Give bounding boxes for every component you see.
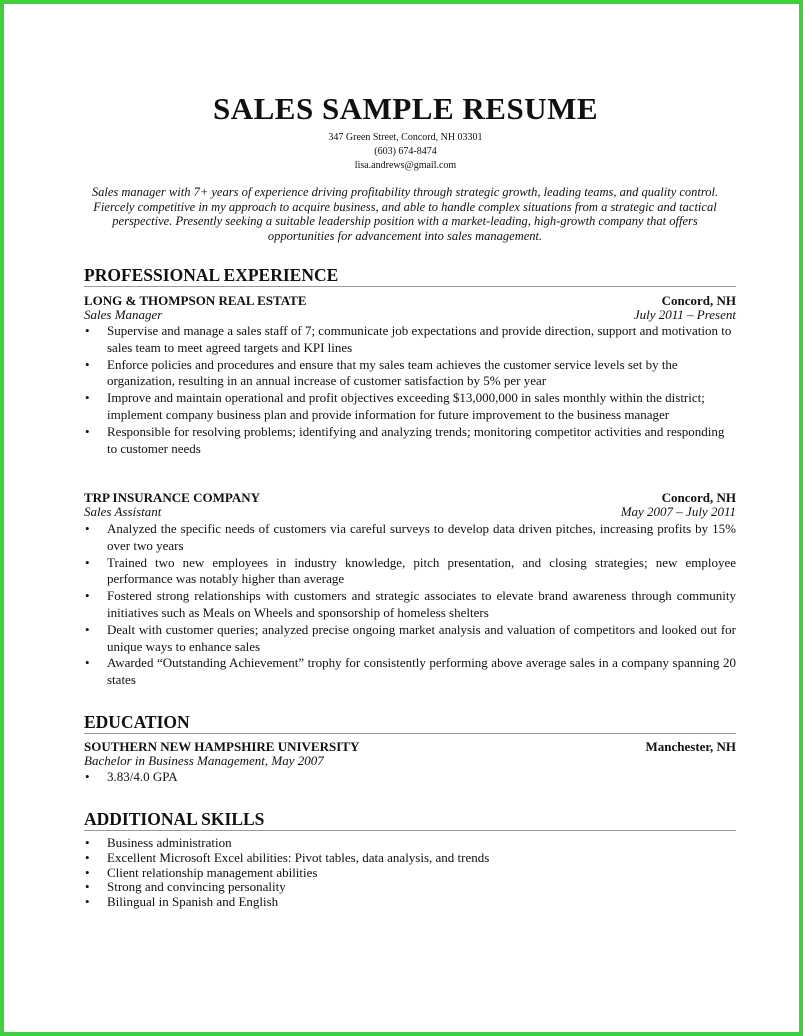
job-dates: May 2007 – July 2011 <box>620 504 736 519</box>
list-item: • Business administration <box>84 836 736 851</box>
education-bullets <box>84 769 736 786</box>
list-item: • Excellent Microsoft Excel abilities: Pivot tables, data analysis, and trends <box>84 851 736 866</box>
list-item: • Awarded “Outstanding Achievement” trophy for consistently performing above average sales in a company spanning 20 states <box>84 655 736 689</box>
list-item: • Enforce policies and procedures and ensure that my sales team achieves the customer service levels set by the organization, resulting in an annual increase of customer satisfaction by 5% per year <box>84 357 736 391</box>
job-1-role <box>84 307 736 322</box>
list-item: • Supervise and manage a sales staff of 7; communicate job expectations and provide direction, support and motivation to sales team to meet agreed targets and KPI lines <box>84 323 736 357</box>
job-1-bullets <box>84 323 736 457</box>
list-item: • Responsible for resolving problems; identifying and analyzing trends; monitoring competitor activities and responding to customer needs <box>84 424 736 458</box>
education-header <box>84 739 736 754</box>
resume-title: SALES SAMPLE RESUME <box>212 91 599 126</box>
list-item: • Dealt with customer queries; analyzed precise ongoing market analysis and valuation of competitors and looked out for unique ways to enhance sales <box>84 622 736 656</box>
school-name: SOUTHERN NEW HAMPSHIRE UNIVERSITY <box>84 739 360 754</box>
list-item: • Fostered strong relationships with customers and strategic associates to elevate brand awareness through community initiatives such as Meals on Wheels and sponsorship of homeless shelters <box>84 588 736 622</box>
section-title-experience: PROFESSIONAL EXPERIENCE <box>84 266 736 287</box>
email: lisa.andrews@gmail.com <box>354 160 457 171</box>
job-title: Sales Assistant <box>84 504 162 519</box>
summary: Sales manager with 7+ years of experience driving profitability through strategic growth, leading teams, and quality control. Fiercely competitive in my approach to acquire business, and able to handle complex situations from a strategic and tactical perspective. Presently seeking a suitable leadership position with a market-leading, high-growth company that offers opportunities for advancement into sales management. <box>91 185 719 243</box>
degree: Bachelor in Business Management, May 2007 <box>84 753 324 768</box>
section-title-skills: ADDITIONAL SKILLS <box>84 810 736 831</box>
job-2-role <box>84 504 736 519</box>
job-2-bullets <box>84 521 736 689</box>
job-dates: July 2011 – Present <box>633 307 736 322</box>
job-1-header <box>84 293 736 308</box>
job-2-header <box>84 490 736 505</box>
page-frame <box>4 4 799 1032</box>
list-item: • Bilingual in Spanish and English <box>84 895 736 910</box>
skills-list <box>84 836 736 910</box>
job-location: Concord, NH <box>661 490 736 505</box>
list-item: • Trained two new employees in industry knowledge, pitch presentation, and closing strategies; new employee performance was notably higher than average <box>84 555 736 589</box>
list-item: • 3.83/4.0 GPA <box>84 769 736 786</box>
job-location: Concord, NH <box>661 293 736 308</box>
section-title-education: EDUCATION <box>84 713 736 734</box>
company-name: LONG & THOMPSON REAL ESTATE <box>84 293 307 308</box>
list-item: • Analyzed the specific needs of customers via careful surveys to develop data driven pitches, increasing profits by 15% over two years <box>84 521 736 555</box>
resume-page <box>4 4 799 1032</box>
job-title: Sales Manager <box>84 307 163 322</box>
school-location: Manchester, NH <box>645 739 736 754</box>
company-name: TRP INSURANCE COMPANY <box>84 490 260 505</box>
phone: (603) 674-8474 <box>374 146 437 157</box>
education-degree-row <box>84 753 736 768</box>
list-item: • Strong and convincing personality <box>84 880 736 895</box>
address: 347 Green Street, Concord, NH 03301 <box>328 132 483 143</box>
list-item: • Improve and maintain operational and profit objectives exceeding $13,000,000 in sales monthly within the district; implement company business plan and provide information for future improvement to the business manager <box>84 390 736 424</box>
list-item: • Client relationship management abilities <box>84 866 736 881</box>
